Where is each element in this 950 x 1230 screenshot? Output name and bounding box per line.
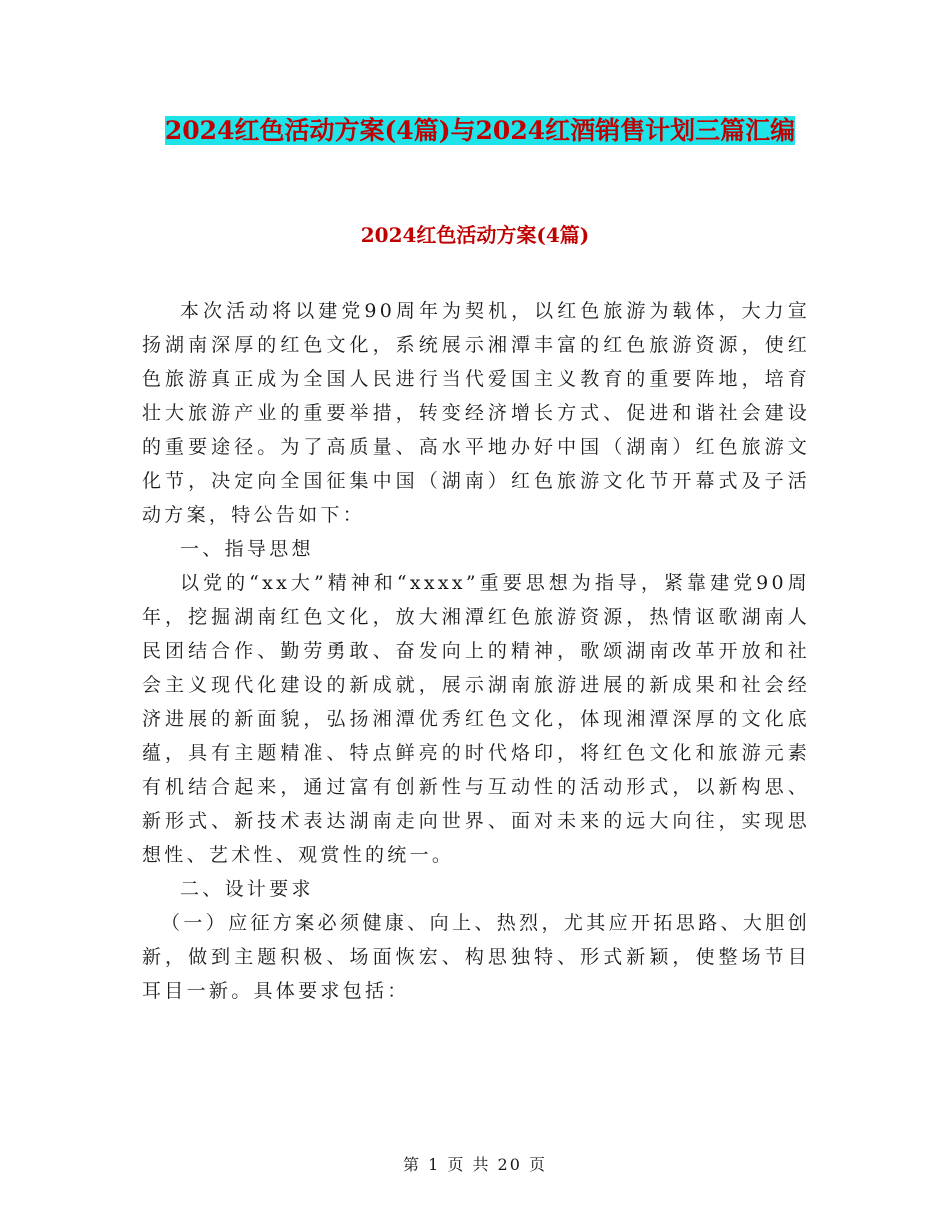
document-title xyxy=(140,110,820,152)
intro-paragraph: 本次活动将以建党90周年为契机，以红色旅游为载体，大力宣扬湖南深厚的红色文化，系统展示湘潭丰富的红色旅游资源，使红色旅游真正成为全国人民进行当代爱国主义教育的重要阵地，培育壮大旅游产业的重要举措，转变经济增长方式、促进和谐社会建设的重要途径。为了高质量、高水平地办好中国（湖南）红色旅游文化节，决定向全国征集中国（湖南）红色旅游文化节开幕式及子活动方案，特公告如下： xyxy=(142,300,810,526)
heading-guiding-ideology: 一、指导思想 xyxy=(180,538,314,560)
page-number-footer: 第 1 页 共 20 页 xyxy=(403,1155,547,1174)
section-title: 2024红色活动方案(4篇) xyxy=(360,223,590,247)
heading-design-requirements: 二、设计要求 xyxy=(180,878,314,900)
document-title-text: 2024红色活动方案(4篇)与2024红酒销售计划三篇汇编 xyxy=(164,116,796,145)
guiding-ideology-paragraph: 以党的“xx大”精神和“xxxx”重要思想为指导，紧靠建党90周年，挖掘湖南红色文化，放大湘潭红色旅游资源，热情讴歌湖南人民团结合作、勤劳勇敢、奋发向上的精神，歌颂湖南改革开放和社会主义现代化建设的新成就，展示湖南旅游进展的新成果和社会经济进展的新面貌，弘扬湘潭优秀红色文化，体现湘潭深厚的文化底蕴，具有主题精准、特点鲜亮的时代烙印，将红色文化和旅游元素有机结合起来，通过富有创新性与互动性的活动形式，以新构思、新形式、新技术表达湖南走向世界、面对未来的远大向往，实现思想性、艺术性、观赏性的统一。 xyxy=(142,572,810,866)
document-body xyxy=(142,294,810,1008)
design-requirements-paragraph: （一）应征方案必须健康、向上、热烈，尤其应开拓思路、大胆创新，做到主题积极、场面恢宏、构思独特、形式新颖，使整场节目耳目一新。具体要求包括： xyxy=(142,912,810,1002)
